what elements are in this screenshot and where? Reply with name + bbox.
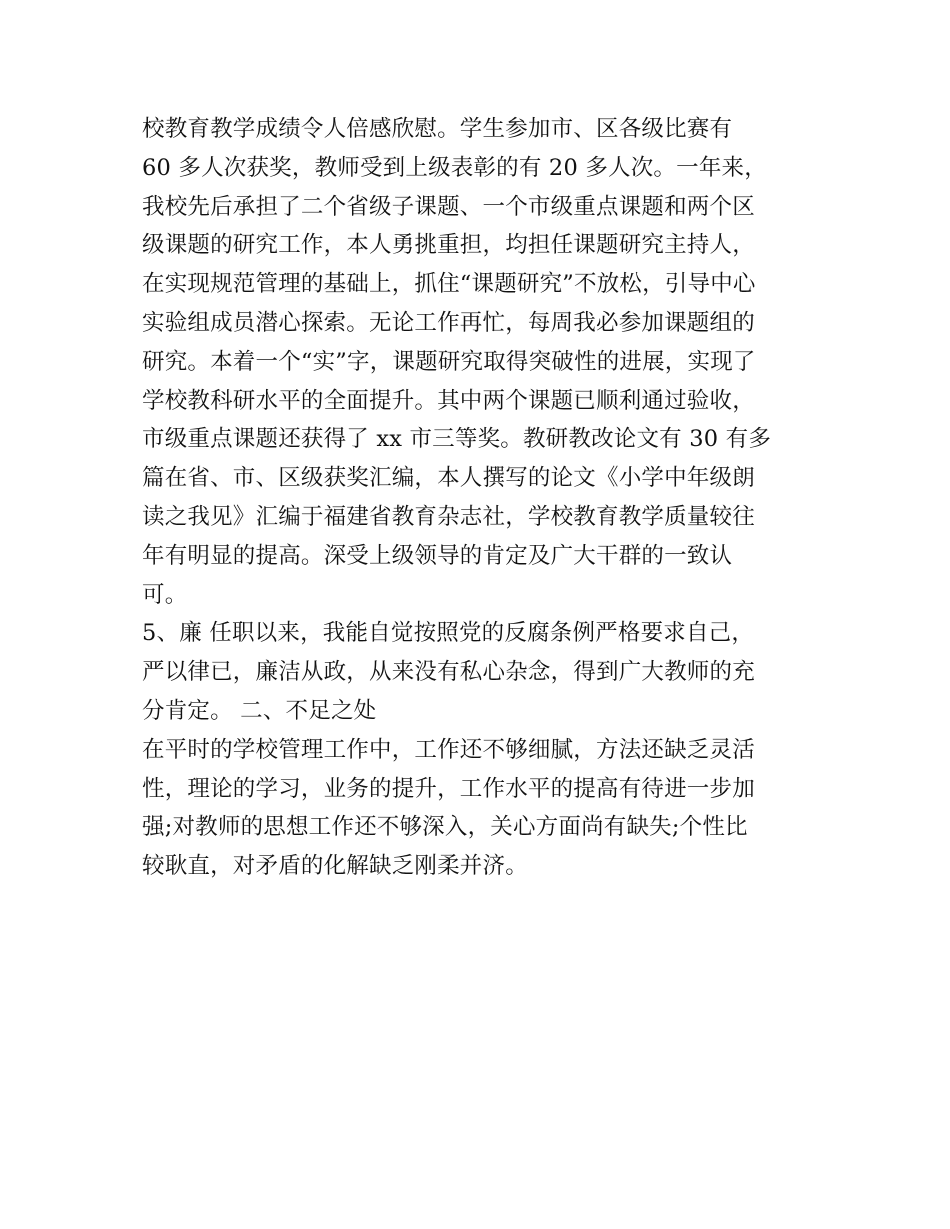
text-line: 较耿直，对矛盾的化解缺乏刚柔并济。 [142, 853, 528, 880]
text-line: 可。 [142, 581, 188, 608]
text-line: 篇在省、市、区级获奖汇编，本人撰写的论文《小学中年级朗 [142, 465, 755, 492]
text-line: 强;对教师的思想工作还不够深入，关心方面尚有缺失;个性比 [142, 814, 748, 841]
text-line: 60 多人次获奖，教师受到上级表彰的有 20 多人次。一年来， [142, 154, 767, 181]
text-line: 研究。本着一个“实”字，课题研究取得突破性的进展，实现了 [142, 348, 756, 375]
text-line: 市级重点课题还获得了 xx 市三等奖。教研教改论文有 30 有多 [142, 426, 772, 453]
text-line: 实验组成员潜心探索。无论工作再忙，每周我必参加课题组的 [142, 309, 755, 336]
text-line: 我校先后承担了二个省级子课题、一个市级重点课题和两个区 [142, 193, 755, 220]
section-heading-line: 分肯定。 二、不足之处 [142, 697, 377, 724]
text-line: 级课题的研究工作，本人勇挑重担，均担任课题研究主持人， [142, 232, 755, 259]
text-line: 学校教科研水平的全面提升。其中两个课题已顺利通过验收， [142, 387, 755, 414]
text-line: 校教育教学成绩令人倍感欣慰。学生参加市、区各级比赛有 [142, 116, 733, 142]
text-line: 在平时的学校管理工作中，工作还不够细腻，方法还缺乏灵活 [142, 736, 755, 763]
text-line: 年有明显的提高。深受上级领导的肯定及广大干群的一致认 [142, 542, 733, 569]
body-text [142, 110, 822, 886]
text-line: 在实现规范管理的基础上，抓住“课题研究”不放松，引导中心 [142, 271, 756, 298]
text-line: 5、廉 任职以来，我能自觉按照党的反腐条例严格要求自己， [142, 620, 755, 647]
text-line: 性，理论的学习，业务的提升，工作水平的提高有待进一步加 [142, 775, 755, 802]
text-line: 严以律已，廉洁从政，从来没有私心杂念，得到广大教师的充 [142, 659, 755, 686]
text-line: 读之我见》汇编于福建省教育杂志社，学校教育教学质量较往 [142, 503, 755, 530]
